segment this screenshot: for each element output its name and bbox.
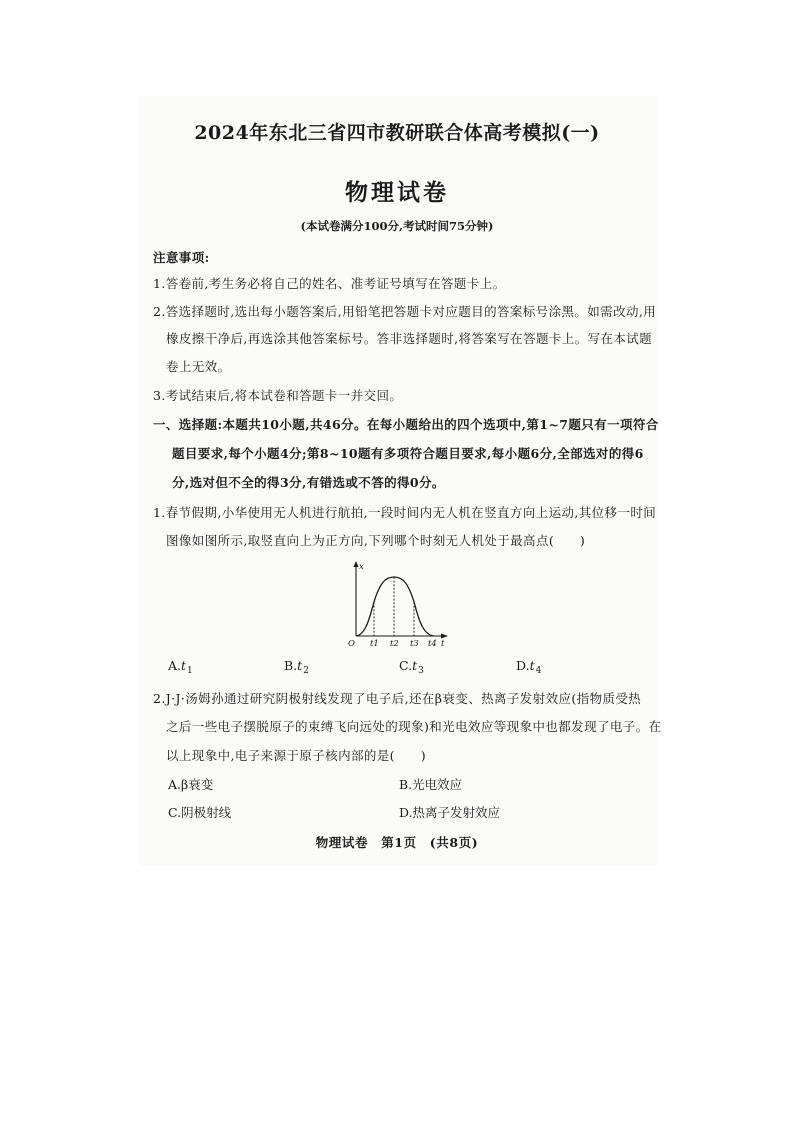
option-b-variable: t: [297, 658, 303, 673]
option-d-subscript: 4: [535, 666, 542, 676]
option-a-prefix: A.: [168, 658, 182, 673]
instruction-item-2-line-2: 橡皮擦干净后,再选涂其他答案标号。答非选择题时,将答案写在答题卡上。写在本试题: [166, 331, 653, 346]
option-b-subscript: 2: [303, 666, 309, 676]
tick-label-t4: t4: [428, 639, 437, 646]
y-axis-arrow: [354, 561, 359, 567]
option-c-prefix: C.: [399, 658, 413, 673]
question-1-option-a[interactable]: [168, 658, 193, 676]
instruction-item-1: 1.答卷前,考生务必将自己的姓名、准考证号填写在答题卡上。: [153, 276, 506, 291]
option-a-variable: t: [181, 658, 187, 673]
tick-label-t1: t1: [370, 639, 379, 646]
instruction-item-2-line-1: 2.答选择题时,选出每小题答案后,用铅笔把答题卡对应题目的答案标号涂黑。如需改动,用: [153, 304, 657, 319]
origin-label: O: [348, 639, 355, 646]
option-d-variable: t: [529, 658, 535, 673]
question-2-line-1: 2.J·J·汤姆孙通过研究阴极射线发现了电子后,还在β衰变、热离子发射效应(指物质受热: [153, 691, 642, 706]
option-b-prefix: B.: [284, 658, 298, 673]
tick-label-t2: t2: [390, 639, 399, 646]
displacement-time-graph: [344, 560, 450, 646]
question-2-option-b[interactable]: B.光电效应: [399, 777, 463, 792]
exam-title: 2024年东北三省四市教研联合体高考模拟(一): [194, 122, 600, 144]
option-a-subscript: 1: [187, 666, 193, 676]
y-axis-label: x: [359, 562, 364, 572]
question-2-option-c[interactable]: C.阴极射线: [168, 805, 232, 820]
question-2-line-3: 以上现象中,电子来源于原子核内部的是( ): [166, 748, 427, 763]
option-c-subscript: 3: [418, 666, 424, 676]
page-footer: 物理试卷 第1页 (共8页): [315, 835, 479, 850]
question-1-option-d[interactable]: [516, 658, 541, 676]
question-2-option-d[interactable]: D.热离子发射效应: [399, 805, 501, 820]
option-d-prefix: D.: [516, 658, 530, 673]
option-c-variable: t: [412, 658, 418, 673]
section-1-line-2: 题目要求,每个小题4分;第8~10题有多项符合题目要求,每小题6分,全部选对的得6: [172, 446, 644, 461]
question-1-line-1: 1.春节假期,小华使用无人机进行航拍,一段时间内无人机在竖直方向上运动,其位移一时间: [153, 505, 657, 520]
exam-note: (本试卷满分100分,考试时间75分钟): [300, 219, 494, 233]
x-axis-label: t: [441, 639, 445, 646]
displacement-curve: [356, 577, 434, 636]
instructions-heading: 注意事项:: [153, 250, 210, 265]
x-axis-arrow: [441, 634, 448, 639]
section-1-line-3: 分,选对但不全的得3分,有错选或不答的得0分。: [172, 475, 445, 490]
instruction-item-2-line-3: 卷上无效。: [166, 359, 231, 374]
subject-title: 物理试卷: [345, 179, 449, 206]
question-1-option-b[interactable]: [284, 658, 309, 676]
question-2-line-2: 之后一些电子摆脱原子的束缚飞向远处的现象)和光电效应等现象中也都发现了电子。在: [166, 719, 662, 734]
question-1-line-2: 图像如图所示,取竖直向上为正方向,下列哪个时刻无人机处于最高点( ): [166, 533, 586, 548]
tick-label-t3: t3: [410, 639, 419, 646]
question-1-option-c[interactable]: [399, 658, 424, 676]
section-1-line-1: 一、选择题:本题共10小题,共46分。在每小题给出的四个选项中,第1~7题只有一项符合: [153, 417, 659, 432]
question-2-option-a[interactable]: A.β衰变: [168, 777, 214, 792]
instruction-item-3: 3.考试结束后,将本试卷和答题卡一并交回。: [153, 388, 403, 403]
